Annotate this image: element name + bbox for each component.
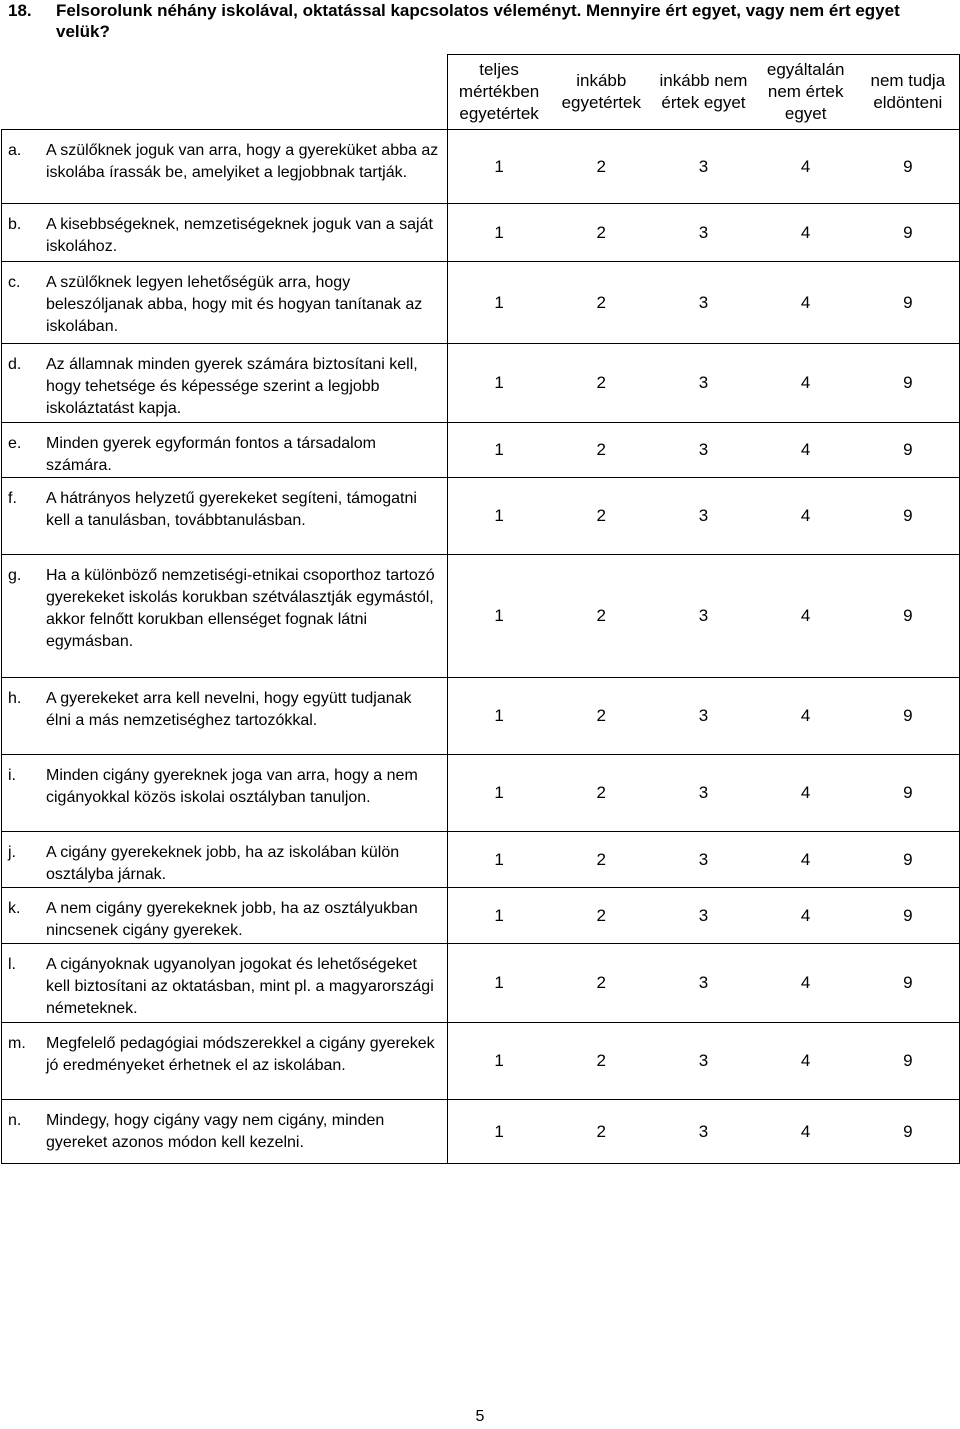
scale-option-9[interactable]: 9	[903, 156, 913, 176]
scale-option-1[interactable]: 1	[494, 783, 504, 802]
scale-option-1[interactable]: 1	[494, 156, 504, 176]
scale-option-2[interactable]: 2	[596, 292, 607, 312]
scale-cell	[448, 888, 960, 944]
scale-option-3[interactable]: 3	[698, 783, 709, 802]
statement-cell	[2, 262, 448, 344]
statement-letter: b.	[8, 216, 22, 233]
column-header-1: teljes mértékben egyetértek	[458, 60, 540, 123]
statement-text: A hátrányos helyzetű gyerekeket segíteni, támogatni kell a tanulásban, továbbtanulásban.	[46, 490, 417, 529]
scale-option-4[interactable]: 4	[800, 373, 811, 392]
scale-option-1[interactable]: 1	[494, 706, 504, 725]
statement-cell	[2, 944, 448, 1023]
statement-text: Az államnak minden gyerek számára biztosítani kell, hogy tehetsége és képessége szerint a legjobb iskoláztatást kapja.	[46, 356, 418, 417]
survey-row	[2, 478, 960, 555]
scale-option-2[interactable]: 2	[596, 783, 607, 802]
scale-option-4[interactable]: 4	[800, 973, 811, 992]
scale-option-1[interactable]: 1	[494, 440, 504, 459]
statement-cell	[2, 832, 448, 888]
statement-letter: l.	[8, 956, 16, 973]
scale-option-4[interactable]: 4	[800, 783, 811, 802]
column-header-2: inkább egyetértek	[561, 71, 641, 112]
survey-row	[2, 944, 960, 1023]
scale-option-4[interactable]: 4	[800, 156, 811, 176]
statement-letter: d.	[8, 356, 22, 373]
scale-option-1[interactable]: 1	[494, 506, 504, 525]
statement-cell	[2, 130, 448, 204]
survey-row	[2, 1023, 960, 1100]
scale-option-3[interactable]: 3	[698, 373, 709, 392]
scale-option-9[interactable]: 9	[903, 905, 913, 925]
statement-cell	[2, 1023, 448, 1100]
statement-letter: c.	[8, 274, 21, 291]
scale-cell	[448, 423, 960, 478]
scale-option-9[interactable]: 9	[903, 849, 913, 869]
scale-option-9[interactable]: 9	[903, 373, 913, 392]
column-header-3: inkább nem értek egyet	[659, 71, 748, 112]
scale-option-9[interactable]: 9	[903, 706, 913, 725]
scale-option-1[interactable]: 1	[494, 606, 504, 625]
survey-row	[2, 262, 960, 344]
scale-option-2[interactable]: 2	[596, 373, 607, 392]
scale-option-2[interactable]: 2	[596, 905, 607, 925]
scale-option-9[interactable]: 9	[903, 1121, 913, 1141]
header-columns	[448, 55, 960, 130]
statement-letter: j.	[8, 844, 16, 861]
question-title: Felsorolunk néhány iskolával, oktatással kapcsolatos véleményt. Mennyire ért egyet, vagy nem ért egyet velük?	[56, 1, 900, 41]
scale-option-1[interactable]: 1	[494, 222, 504, 242]
scale-option-9[interactable]: 9	[903, 973, 913, 992]
scale-option-3[interactable]: 3	[698, 1121, 709, 1141]
survey-row	[2, 204, 960, 262]
statement-cell	[2, 1100, 448, 1164]
scale-option-2[interactable]: 2	[596, 440, 607, 459]
scale-option-4[interactable]: 4	[800, 222, 811, 242]
header-row	[2, 55, 960, 130]
scale-option-4[interactable]: 4	[800, 849, 811, 869]
statement-letter: a.	[8, 142, 22, 159]
statement-letter: f.	[8, 490, 17, 507]
statement-text: Mindegy, hogy cigány vagy nem cigány, minden gyereket azonos módon kell kezelni.	[46, 1112, 385, 1151]
scale-option-2[interactable]: 2	[596, 1051, 607, 1070]
statement-letter: k.	[8, 900, 21, 917]
scale-cell	[448, 1023, 960, 1100]
statement-cell	[2, 678, 448, 755]
question-number: 18.	[8, 1, 32, 20]
scale-cell	[448, 344, 960, 423]
scale-option-4[interactable]: 4	[800, 506, 811, 525]
scale-option-1[interactable]: 1	[494, 1051, 504, 1070]
survey-row	[2, 888, 960, 944]
scale-option-3[interactable]: 3	[698, 706, 709, 725]
scale-option-4[interactable]: 4	[800, 1121, 811, 1141]
scale-option-3[interactable]: 3	[698, 440, 709, 459]
scale-cell	[448, 832, 960, 888]
scale-option-2[interactable]: 2	[596, 222, 607, 242]
statement-text: Megfelelő pedagógiai módszerekkel a cigány gyerekek jó eredményeket érhetnek el az iskolában.	[46, 1035, 435, 1074]
scale-option-3[interactable]: 3	[698, 905, 709, 925]
statement-letter: h.	[8, 690, 22, 707]
scale-option-4[interactable]: 4	[800, 606, 811, 625]
scale-option-1[interactable]: 1	[494, 1121, 504, 1141]
page-number: 5	[475, 1408, 485, 1425]
scale-option-4[interactable]: 4	[800, 905, 811, 925]
scale-cell	[448, 1100, 960, 1164]
statement-cell	[2, 555, 448, 678]
statement-cell	[2, 423, 448, 478]
scale-option-1[interactable]: 1	[494, 849, 504, 869]
scale-option-2[interactable]: 2	[596, 156, 607, 176]
scale-option-1[interactable]: 1	[494, 292, 504, 312]
scale-option-9[interactable]: 9	[903, 506, 913, 525]
survey-row	[2, 832, 960, 888]
scale-option-1[interactable]: 1	[494, 905, 504, 925]
statement-text: A nem cigány gyerekeknek jobb, ha az osztályukban nincsenek cigány gyerekek.	[46, 900, 418, 939]
scale-option-9[interactable]: 9	[903, 783, 913, 802]
scale-cell	[448, 204, 960, 262]
survey-row	[2, 678, 960, 755]
survey-table	[1, 54, 960, 1164]
survey-row	[2, 1100, 960, 1164]
statement-text: A gyerekeket arra kell nevelni, hogy együtt tudjanak élni a más nemzetiséghez tartozókkal.	[46, 690, 412, 729]
statement-letter: i.	[8, 767, 16, 784]
scale-option-9[interactable]: 9	[903, 440, 913, 459]
statement-text: Ha a különböző nemzetiségi-etnikai csoporthoz tartozó gyerekeket iskolás korukban szétválasztják egymástól, akkor felnőtt korukban ellenséget fognak látni egymásban.	[46, 567, 435, 650]
scale-cell	[448, 555, 960, 678]
survey-row	[2, 555, 960, 678]
scale-option-3[interactable]: 3	[698, 156, 709, 176]
statement-letter: g.	[8, 567, 22, 584]
statement-text: Minden gyerek egyformán fontos a társadalom számára.	[46, 435, 376, 474]
statement-cell	[2, 344, 448, 423]
survey-row	[2, 344, 960, 423]
scale-option-3[interactable]: 3	[698, 506, 709, 525]
scale-option-2[interactable]: 2	[596, 606, 607, 625]
scale-option-2[interactable]: 2	[596, 849, 607, 869]
survey-row	[2, 755, 960, 832]
scale-cell	[448, 262, 960, 344]
scale-option-1[interactable]: 1	[494, 373, 504, 392]
scale-cell	[448, 755, 960, 832]
scale-option-1[interactable]: 1	[494, 973, 504, 992]
statement-text: A kisebbségeknek, nemzetiségeknek joguk van a saját iskolához.	[46, 216, 433, 255]
statement-text: A cigányoknak ugyanolyan jogokat és lehetőségeket kell biztosítani az oktatásban, mint pl. a magyarországi németeknek.	[46, 956, 434, 1017]
scale-cell	[448, 478, 960, 555]
scale-option-4[interactable]: 4	[800, 440, 811, 459]
scale-option-2[interactable]: 2	[596, 1121, 607, 1141]
scale-option-3[interactable]: 3	[698, 1051, 709, 1070]
statement-text: Minden cigány gyereknek joga van arra, hogy a nem cigányokkal közös iskolai osztályban tanuljon.	[46, 767, 418, 806]
statement-cell	[2, 755, 448, 832]
scale-option-3[interactable]: 3	[698, 292, 709, 312]
scale-option-3[interactable]: 3	[698, 849, 709, 869]
scale-cell	[448, 130, 960, 204]
statement-text: A szülőknek joguk van arra, hogy a gyereküket abba az iskolába írassák be, amelyiket a legjobbnak tartják.	[46, 142, 439, 181]
scale-cell	[448, 944, 960, 1023]
scale-option-4[interactable]: 4	[800, 1051, 811, 1070]
scale-option-3[interactable]: 3	[698, 222, 709, 242]
scale-option-3[interactable]: 3	[698, 606, 709, 625]
scale-option-2[interactable]: 2	[596, 973, 607, 992]
scale-option-2[interactable]: 2	[596, 506, 607, 525]
statement-letter: e.	[8, 435, 22, 452]
scale-option-4[interactable]: 4	[800, 292, 811, 312]
scale-option-9[interactable]: 9	[903, 1051, 913, 1070]
scale-option-9[interactable]: 9	[903, 222, 913, 242]
statement-letter: n.	[8, 1112, 22, 1129]
survey-row	[2, 423, 960, 478]
scale-option-3[interactable]: 3	[698, 973, 709, 992]
header-blank	[2, 55, 448, 130]
statement-cell	[2, 204, 448, 262]
statement-letter: m.	[8, 1035, 26, 1052]
scale-option-2[interactable]: 2	[596, 706, 607, 725]
scale-option-4[interactable]: 4	[800, 706, 811, 725]
survey-row	[2, 130, 960, 204]
scale-option-9[interactable]: 9	[903, 292, 913, 312]
statement-cell	[2, 888, 448, 944]
statement-text: A szülőknek legyen lehetőségük arra, hogy beleszóljanak abba, hogy mit és hogyan tanítanak az iskolában.	[46, 274, 423, 335]
scale-option-9[interactable]: 9	[903, 606, 913, 625]
column-header-4: egyáltalán nem értek egyet	[766, 60, 845, 123]
statement-cell	[2, 478, 448, 555]
scale-cell	[448, 678, 960, 755]
statement-text: A cigány gyerekeknek jobb, ha az iskolában külön osztályba járnak.	[46, 844, 400, 883]
column-header-5: nem tudja eldönteni	[870, 71, 946, 112]
